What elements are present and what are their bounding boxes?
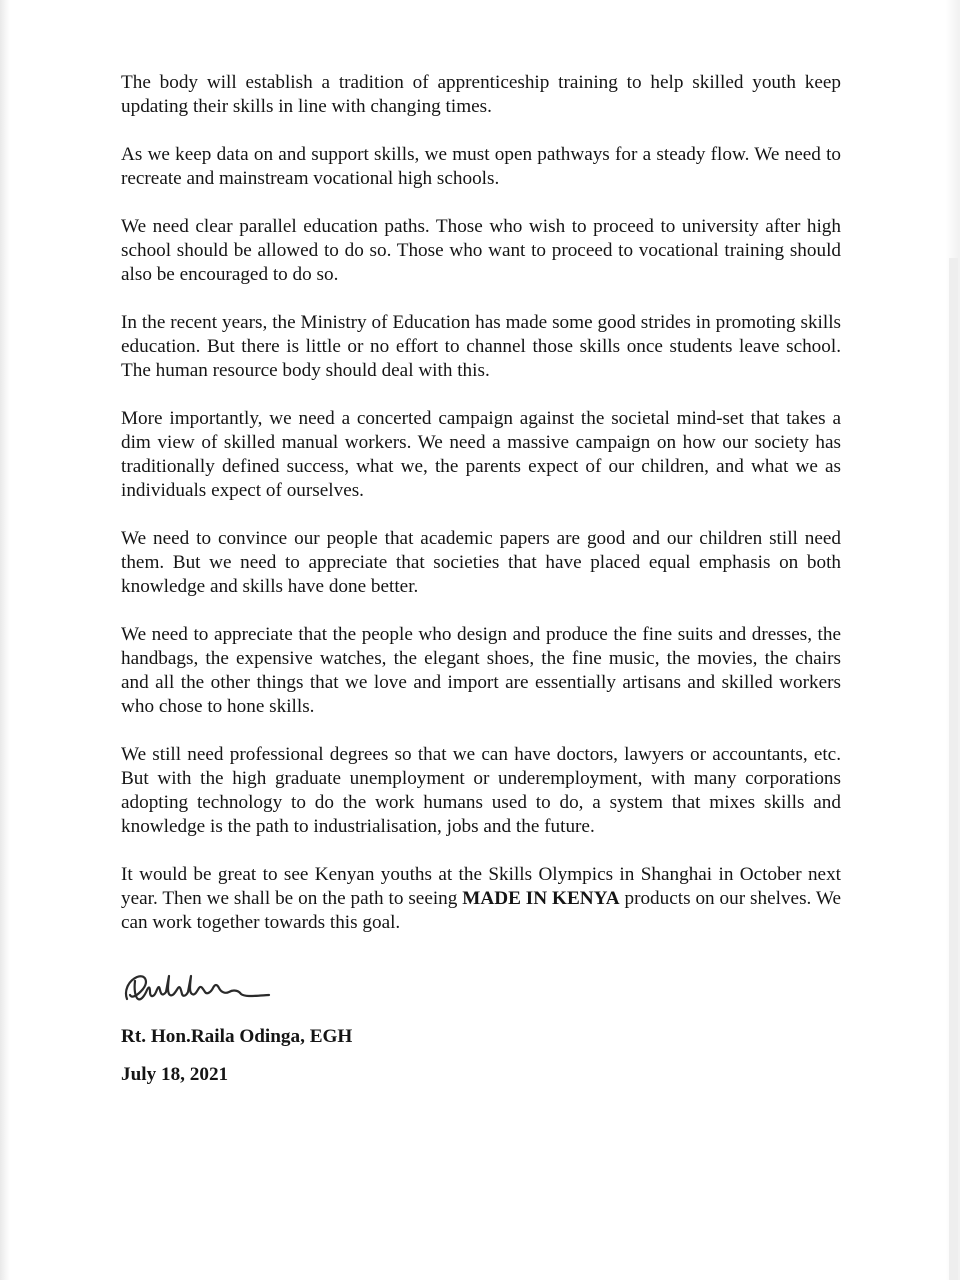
letter-date: July 18, 2021 bbox=[121, 1064, 229, 1085]
made-in-kenya-emphasis: MADE IN KENYA bbox=[462, 888, 620, 909]
closing-text-start: It would be great to see Kenyan youths at the Skills Olympics in Shanghai in October next year. Then we shall be on the path to seeing bbox=[121, 864, 841, 909]
paragraph-pathways: As we keep data on and support skills, we must open pathways for a steady flow. We need to recreate and mainstream vocational high schools. bbox=[121, 144, 841, 189]
paragraph-professional-degrees: We still need professional degrees so that we can have doctors, lawyers or accountants, etc. But with the high graduate unemployment or underemployment, with many corporations adopting technology to do the work humans used to do, a system that mixes skills and knowledge is the path to industrialisation, jobs and the future. bbox=[121, 744, 841, 837]
closing-text-end: products on our shelves. We can work together towards this goal. bbox=[121, 888, 841, 933]
scrollbar[interactable] bbox=[949, 258, 958, 1280]
paragraph-closing bbox=[121, 863, 841, 935]
paragraph-artisans: We need to appreciate that the people who design and produce the fine suits and dresses, the handbags, the expensive watches, the elegant shoes, the fine music, the movies, the chairs and all the other things that we love and import are essentially artisans and skilled workers who chose to hone skills. bbox=[121, 624, 841, 717]
signatory-name: Rt. Hon.Raila Odinga, EGH bbox=[121, 1026, 353, 1047]
paragraph-parallel-paths: We need clear parallel education paths. Those who wish to proceed to university after high school should be allowed to do so. Those who want to proceed to vocational training should also be encouraged to do so. bbox=[121, 216, 841, 285]
paragraph-ministry: In the recent years, the Ministry of Education has made some good strides in promoting skills education. But there is little or no effort to channel those skills once students leave school. The human resource body should deal with this. bbox=[121, 312, 841, 381]
paragraph-academic-papers: We need to convince our people that academic papers are good and our children still need them. But we need to appreciate that societies that have placed equal emphasis on both knowledge and skills have done better. bbox=[121, 528, 841, 597]
page-left-edge bbox=[0, 0, 10, 1280]
handwritten-signature bbox=[121, 959, 281, 1009]
paragraph-apprenticeship: The body will establish a tradition of apprenticeship training to help skilled youth keep updating their skills in line with changing times. bbox=[121, 72, 841, 117]
paragraph-campaign: More importantly, we need a concerted campaign against the societal mind-set that takes a dim view of skilled manual workers. We need a massive campaign on how our society has traditionally defined success, what we, the parents expect of our children, and what we as individuals expect of ourselves. bbox=[121, 408, 841, 501]
letter-body bbox=[121, 71, 841, 1087]
